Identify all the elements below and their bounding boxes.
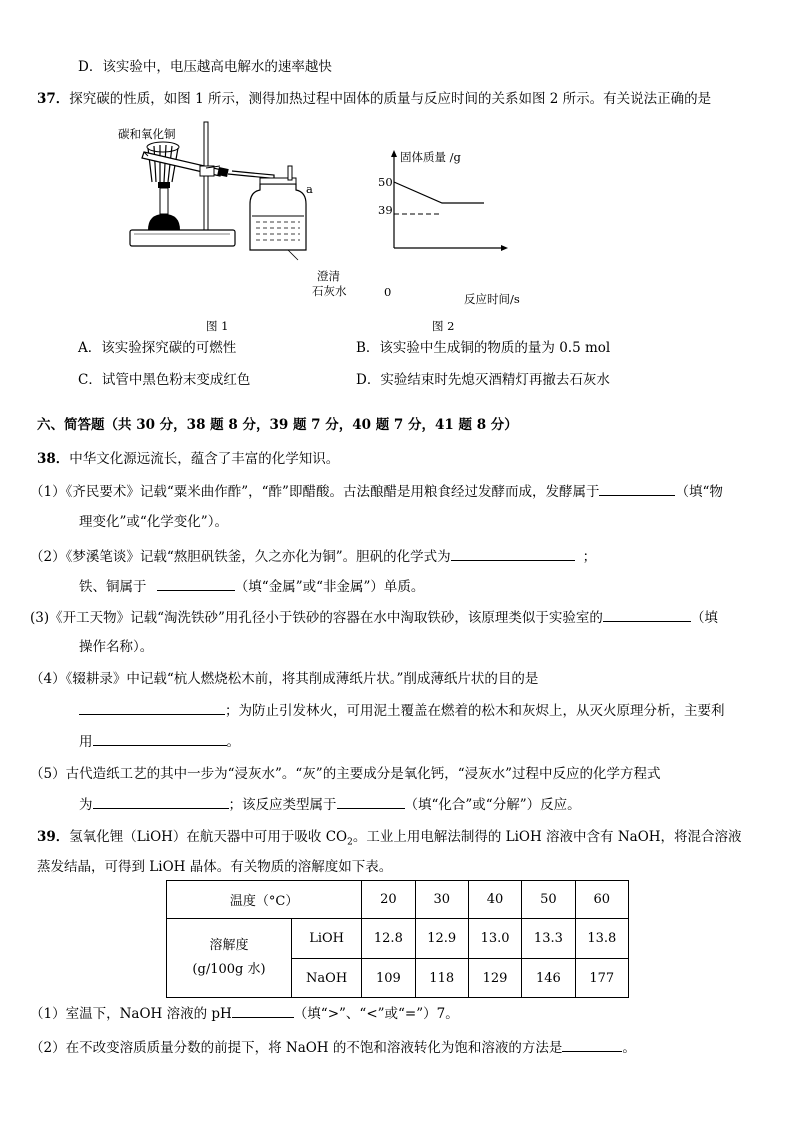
q39-p1-hint: （填“>”、“<”或“=”）7。: [293, 1006, 459, 1022]
q38-p3-blank[interactable]: [603, 607, 691, 622]
q38-p2-text: （2）《梦溪笔谈》记载“熬胆矾铁釜，久之亦化为铜”。胆矾的化学式为: [30, 549, 451, 565]
fig1-label-limewater-2: 石灰水: [312, 284, 347, 298]
table-cell: 146: [522, 959, 575, 998]
table-row-label: [167, 919, 292, 998]
q38-p5-line2: [79, 794, 581, 815]
q38-p3-text: (3)《开工天物》记载“淘洗铁砂”用孔径小于铁砂的容器在水中淘取铁砂，该原理类似于实验室的: [30, 610, 603, 626]
q39-stem1-text: 氢氧化锂（LiOH）在航天器中可用于吸收 CO: [69, 829, 348, 845]
q38-stem-text: 中华文化源远流长，蕴含了丰富的化学知识。: [69, 451, 340, 467]
q38-part-4: （4）《辍耕录》中记载“杭人燃烧松木前，将其削成薄纸片状。”削成薄纸片状的目的是: [30, 671, 539, 687]
fig2-x-label: 反应时间/s: [464, 292, 520, 306]
q38-p2-blank-type[interactable]: [157, 576, 235, 591]
table-cell: 13.3: [522, 919, 575, 959]
fig1-label-limewater-1: 澄清: [317, 269, 340, 283]
q38-p3-hint: （填: [690, 610, 718, 626]
q38-p4-blank-principle[interactable]: [93, 731, 227, 746]
q38-stem: [37, 449, 339, 469]
q39-stem-line1: [37, 827, 742, 853]
q38-p2-blank-formula[interactable]: [451, 546, 575, 561]
table-cell: 129: [468, 959, 521, 998]
fig2-tick-50: 50: [378, 175, 393, 189]
table-header-label: 温度（°C）: [167, 881, 362, 919]
q38-p4-line2: [79, 700, 725, 721]
q37-option-b: B．该实验中生成铜的物质的量为 0.5 mol: [356, 340, 611, 356]
table-cell: 109: [362, 959, 415, 998]
table-cell: 177: [575, 959, 628, 998]
q39-part-2: [30, 1037, 636, 1058]
fig1-apparatus: [120, 118, 320, 258]
table-cell: 13.8: [575, 919, 628, 959]
q39-stem-line2: 蒸发结晶，可得到 LiOH 晶体。有关物质的溶解度如下表。: [37, 859, 393, 875]
q38-p4-line3: [79, 731, 240, 752]
q37-stem: [37, 89, 711, 109]
table-temp-cell: 50: [522, 881, 575, 919]
q39-p1-blank[interactable]: [232, 1003, 294, 1018]
q38-p4d-text: 。: [226, 734, 240, 750]
table-temp-cell: 40: [468, 881, 521, 919]
q38-p4-blank-purpose[interactable]: [79, 700, 225, 715]
q38-p1-hint: （填“物: [675, 484, 723, 500]
fig2-y-label: 固体质量 /g: [400, 150, 461, 164]
q39-p2-end: 。: [622, 1040, 636, 1056]
fig1-label-reactants: 碳和氧化铜: [118, 127, 176, 141]
q37-option-c: C．试管中黑色粉末变成红色: [78, 372, 251, 388]
table-row-label-line2: (g/100g 水): [192, 962, 266, 977]
q38-p5-blank-type[interactable]: [337, 794, 405, 809]
table-header-row: [167, 881, 629, 919]
table-temp-cell: 30: [415, 881, 468, 919]
q38-p2-sep: ；: [582, 549, 597, 565]
q38-part-3: [30, 607, 718, 628]
q38-p1-text: （1）《齐民要术》记载“粟米曲作酢”，“酢”即醋酸。古法酿醋是用粮食经过发酵而成，发酵属于: [30, 484, 600, 500]
q38-part-2: [30, 546, 596, 567]
table-substance-cell: NaOH: [291, 959, 361, 998]
q38-p2c-text: 铁、铜属于: [79, 579, 147, 595]
table-row: [167, 919, 629, 959]
q37-stem-text: 探究碳的性质，如图 1 所示，测得加热过程中固体的质量与反应时间的关系如图 2 所示。有关说法正确的是: [69, 91, 712, 107]
q36-option-d: D．该实验中，电压越高电解水的速率越快: [78, 59, 332, 75]
fig1-caption: 图 1: [206, 319, 229, 333]
q37-option-a: A．该实验探究碳的可燃性: [78, 340, 237, 356]
table-row-label-line1: 溶解度: [209, 938, 249, 953]
q38-p4c-text: 用: [79, 734, 93, 750]
q38-p1-blank[interactable]: [599, 481, 675, 496]
q38-p2-line2: [79, 576, 424, 597]
q37-number: 37．: [37, 91, 70, 107]
table-temp-cell: 20: [362, 881, 415, 919]
q38-p2d-text: （填“金属”或“非金属”）单质。: [234, 579, 425, 595]
fig2-tick-39: 39: [378, 203, 393, 217]
q37-option-d: D．实验结束时先熄灭酒精灯再撤去石灰水: [356, 372, 610, 388]
q39-p2-blank[interactable]: [562, 1037, 622, 1052]
q39-p2-text: （2）在不改变溶质质量分数的前提下，将 NaOH 的不饱和溶液转化为饱和溶液的方法是: [30, 1040, 563, 1056]
table-cell: 12.8: [362, 919, 415, 959]
q38-part-5: （5）古代造纸工艺的其中一步为“浸灰水”。“灰”的主要成分是氧化钙，“浸灰水”过程中反应的化学方程式: [30, 766, 661, 782]
fig1-label-a: a: [306, 182, 313, 196]
solubility-table: [166, 880, 629, 998]
table-substance-cell: LiOH: [291, 919, 361, 959]
q38-p5-blank-equation[interactable]: [93, 794, 229, 809]
table-cell: 118: [415, 959, 468, 998]
q39-number: 39．: [37, 829, 70, 845]
q39-stem1b-text: 。工业上用电解法制得的 LiOH 溶液中含有 NaOH，将混合溶液: [352, 829, 742, 845]
q39-p1-text: （1）室温下，NaOH 溶液的 pH: [30, 1006, 232, 1022]
q38-p4b-text: ；为防止引发林火，可用泥土覆盖在燃着的松木和灰烬上，从灭火原理分析，主要利: [225, 703, 725, 719]
fig2-origin: 0: [384, 285, 392, 299]
q38-part-1: [30, 481, 723, 502]
q39-stem1-subscript: 2: [347, 837, 353, 848]
q38-p3-cont: 操作名称）。: [79, 639, 154, 655]
table-cell: 13.0: [468, 919, 521, 959]
q38-p5c-text: ；该反应类型属于: [228, 797, 337, 813]
q38-p1-cont: 理变化”或“化学变化”）。: [79, 514, 228, 530]
section-6-title: 六、简答题（共 30 分，38 题 8 分，39 题 7 分，40 题 7 分，41 题 8 分）: [37, 417, 518, 433]
q38-p5d-text: （填“化合”或“分解”）反应。: [404, 797, 581, 813]
fig2-caption: 图 2: [432, 319, 455, 333]
q38-number: 38．: [37, 451, 70, 467]
table-temp-cell: 60: [575, 881, 628, 919]
table-cell: 12.9: [415, 919, 468, 959]
q39-part-1: [30, 1003, 459, 1024]
q38-p5b-text: 为: [79, 797, 93, 813]
